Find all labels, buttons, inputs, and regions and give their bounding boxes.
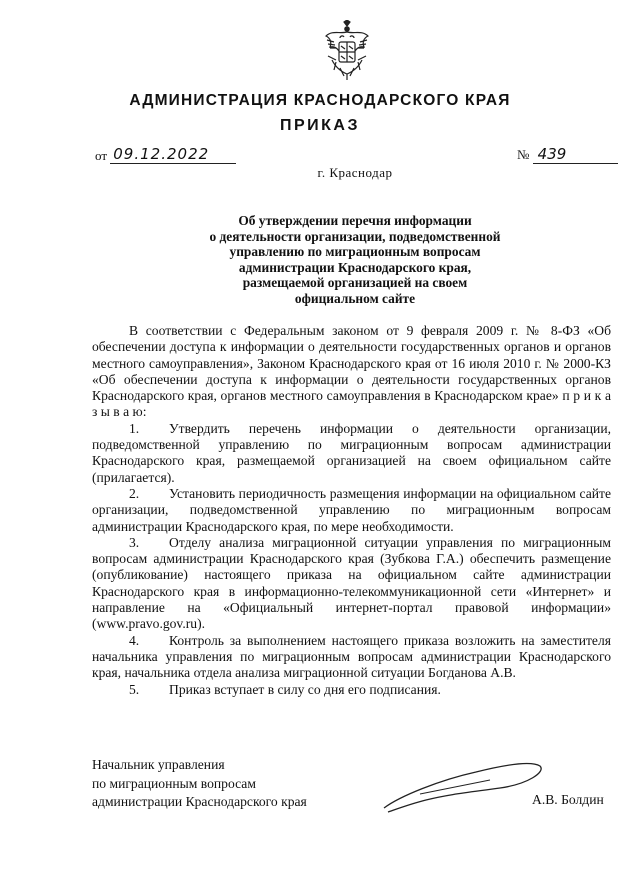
item-number: 5. [129,681,140,697]
date-value: 09.12.2022 [110,146,236,164]
item-number: 4. [129,632,140,648]
position-line: администрации Краснодарского края [92,794,307,809]
intro-paragraph: В соответствии с Федеральным законом от 9 февраля 2009 г. № 8-ФЗ «Об обеспечении доступа к информации о деятельности государственных органов и органов местного самоуправления», Законом Краснодарского края от 16 июля 2010 г. № 2000-КЗ «Об обеспечении доступа к информации о деятельности государственных органов Краснодарского края, органов местного самоуправления в Краснодарском крае» п р и к а з ы в а ю: [92,323,611,420]
coat-of-arms-icon [322,20,372,82]
document-body [92,323,611,698]
item-text: Отделу анализа миграционной ситуации управления по миграционным вопросам администрации Краснодарского края (Зубкова Г.А.) обеспечить размещение (опубликование) настоящего приказа на официальном сайте администрации Краснодарского края в информационно-телекоммуникационной сети «Интернет» и направление на «Официальный интернет-портал правовой информации» (www.pravo.gov.ru). [92,534,611,632]
item-number: 2. [129,485,140,501]
heading-line: управлению по миграционным вопросам [229,244,481,259]
heading-line: о деятельности организации, подведомственной [209,228,501,244]
order-item [92,633,611,682]
heading-line: официальном сайте [294,290,416,306]
item-text: Приказ вступает в силу со дня его подписания. [169,681,441,697]
item-text: Установить периодичность размещения информации на официальном сайте организации, подведомственной управлению по миграционным вопросам администрации Краснодарского края, по мере необходимости. [92,485,611,534]
handwritten-signature-icon [380,750,550,820]
item-text: Утвердить перечень информации о деятельности организации, подведомственной управлению по миграционным вопросам администрации Краснодарского края, размещаемой организацией на своем официальном сайте (прилагается). [92,420,611,485]
position-line: по миграционным вопросам [92,775,256,791]
heading-line: администрации Краснодарского края, [238,259,472,275]
number-label: № [517,147,530,162]
order-item [92,682,611,698]
heading-line: размещаемой организацией на своем [242,275,468,290]
date-field [95,146,236,164]
order-item [92,535,611,633]
document-heading [150,213,560,306]
city: г. Краснодар [317,165,393,180]
number-value: 439 [533,146,618,164]
order-item [92,421,611,486]
date-label: от [95,148,108,163]
heading-line: Об утверждении перечня информации [238,213,472,228]
signatory-position [92,756,307,812]
document-type: ПРИКАЗ [279,117,360,134]
item-number: 3. [129,534,140,550]
organization-title: АДМИНИСТРАЦИЯ КРАСНОДАРСКОГО КРАЯ [129,92,511,109]
number-field [517,146,618,164]
order-item [92,486,611,535]
item-text: Контроль за выполнением настоящего приказа возложить на заместителя начальника управления по миграционным вопросам администрации Краснодарского края, начальника отдела анализа миграционной ситуации Богданова А.В. [92,632,611,681]
position-line: Начальник управления [92,757,225,772]
item-number: 1. [129,420,140,436]
signatory-name: А.В. Болдин [532,792,604,807]
